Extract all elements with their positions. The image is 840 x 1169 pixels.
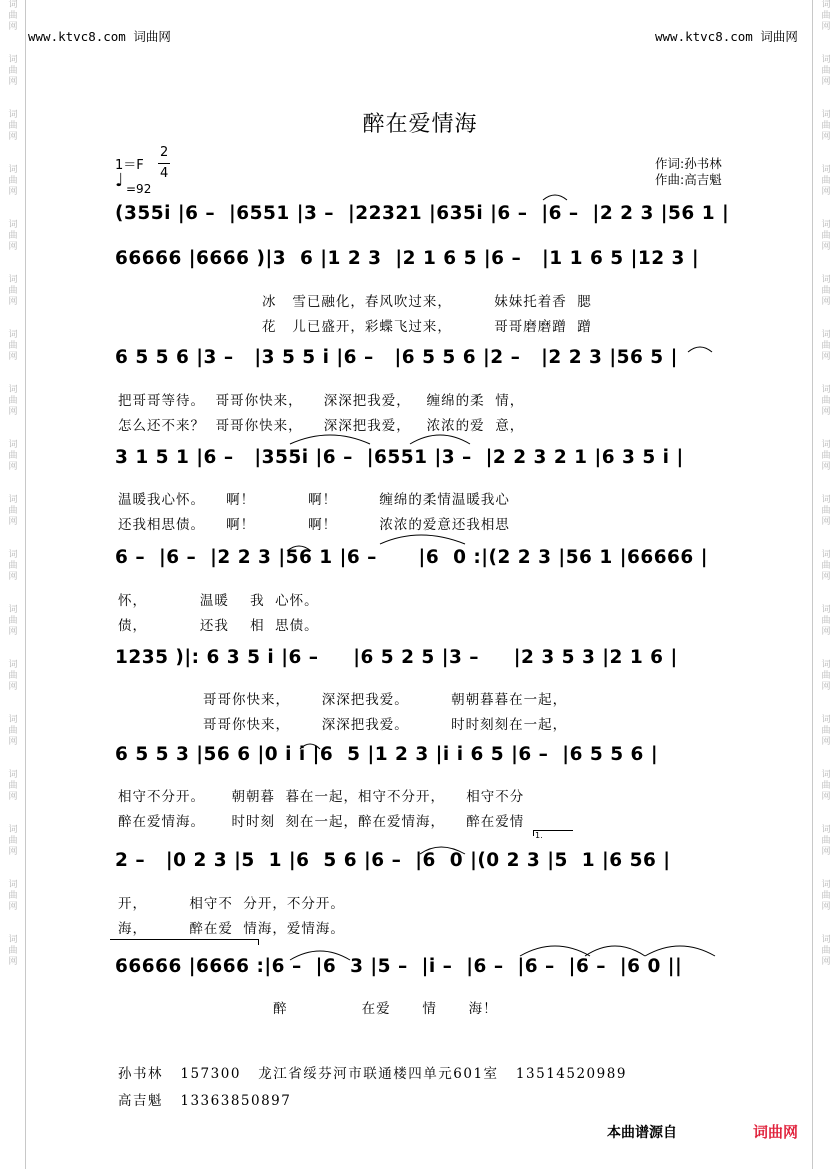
song-title: 醉在爱情海 xyxy=(362,112,478,137)
lyric-line-3: 把哥哥等待。 哥哥你快来， 深深把我爱， 缠绵的柔 情， xyxy=(118,393,525,409)
lyric-line-11: 相守不分开。 朝朝暮 暮在一起，相守不分开， 相守不分 xyxy=(118,789,525,805)
lyricist-credit: 作词:孙书林 xyxy=(655,156,722,171)
notation-row-2: 66666 |6666 )|3 6 |1 2 3 |2 1 6 5 |6 – |1 1 6 5 |12 3 | xyxy=(115,248,700,269)
notation-row-6: 1235 )|: 6 3 5 i |6 – |6 5 2 5 |3 – |2 3 5 3 |2 1 6 | xyxy=(115,647,678,668)
lyric-line-8: 债， 还我 相 思债。 xyxy=(118,618,319,634)
time-signature-bottom: 4 xyxy=(160,166,169,181)
volta-number: 1. xyxy=(535,831,543,840)
right-side-watermark: 词 曲 网 词 曲 网 词 曲 网 词 曲 网 词 曲 网 词 曲 网 词 曲 网 词 曲 网 词 曲 网 词 曲 网 词 曲 网 词 曲 网 词 曲 网 词 曲 网 词 曲 网 词 曲 网 词 曲 网 词 曲 网 xyxy=(821,0,831,967)
composer-credit: 作曲:高吉魁 xyxy=(655,172,722,187)
lyric-line-5: 温暖我心怀。 啊！ 啊！ 缠绵的柔情温暖我心 xyxy=(118,492,510,508)
lyric-line-14: 海， 醉在爱 情海，爱情海。 xyxy=(118,921,345,937)
lyric-line-2: 花 儿已盛开，彩蝶飞过来， 哥哥磨磨蹭 蹭 xyxy=(262,319,592,335)
key-signature: 1＝F xyxy=(115,158,144,173)
lyric-line-4: 怎么还不来？ 哥哥你快来， 深深把我爱， 浓浓的爱 意， xyxy=(118,418,525,434)
notation-row-5: 6 – |6 – |2 2 3 |56 1 |6 – |6 0 :|(2 2 3 |56 1 |66666 | xyxy=(115,547,709,568)
lyric-line-15: 醉 在爱 情 海！ xyxy=(273,1001,498,1017)
notation-row-7: 6 5 5 3 |56 6 |0 i i |6 5 |1 2 3 |i i 6 5 |6 – |6 5 5 6 | xyxy=(115,744,659,765)
lyric-line-6: 还我相思债。 啊！ 啊！ 浓浓的爱意还我相思 xyxy=(118,517,510,533)
lyric-line-7: 怀， 温暖 我 心怀。 xyxy=(118,593,319,609)
source-label: 本曲谱源自 xyxy=(607,1125,677,1141)
contact-line-1: 孙书林 157300 龙江省绥芬河市联通楼四单元601室 13514520989 xyxy=(118,1066,627,1082)
notation-row-9: 66666 |6666 :|6 – |6 3 |5 – |i – |6 – |6 – |6 – |6 0 || xyxy=(115,956,683,977)
source-brand-link[interactable]: 词曲网 xyxy=(753,1123,799,1141)
header-site-right[interactable]: www.ktvc8.com 词曲网 xyxy=(655,29,798,44)
left-side-watermark: 词 曲 网 词 曲 网 词 曲 网 词 曲 网 词 曲 网 词 曲 网 词 曲 网 词 曲 网 词 曲 网 词 曲 网 词 曲 网 词 曲 网 词 曲 网 词 曲 网 词 曲 网 词 曲 网 词 曲 网 词 曲 网 xyxy=(8,0,18,967)
lyric-line-13: 开， 相守不 分开，不分开。 xyxy=(118,896,345,912)
quarter-note-icon: ♩ xyxy=(115,170,124,191)
tempo-marking: =92 xyxy=(126,182,152,196)
notation-row-4: 3 1 5 1 |6 – |355i |6 – |6551 |3 – |2 2 3 2 1 |6 3 5 i | xyxy=(115,447,684,468)
lyric-line-9: 哥哥你快来， 深深把我爱。 朝朝暮暮在一起， xyxy=(203,692,568,708)
notation-row-3: 6 5 5 6 |3 – |3 5 5 i |6 – |6 5 5 6 |2 – |2 2 3 |56 5 | xyxy=(115,347,678,368)
time-signature-top: 2 xyxy=(160,145,169,160)
lyric-line-10: 哥哥你快来， 深深把我爱。 时时刻刻在一起， xyxy=(203,717,568,733)
contact-line-2: 高吉魁 13363850897 xyxy=(118,1093,292,1109)
header-site-left[interactable]: www.ktvc8.com 词曲网 xyxy=(28,29,171,44)
lyric-line-12: 醉在爱情海。 时时刻 刻在一起，醉在爱情海， 醉在爱情 xyxy=(118,814,525,830)
notation-row-8: 2 – |0 2 3 |5 1 |6 5 6 |6 – |6 0 |(0 2 3 |5 1 |6 56 | xyxy=(115,850,671,871)
notation-row-1: (355i |6 – |6551 |3 – |22321 |635i |6 – |6 – |2 2 3 |56 1 | xyxy=(115,203,730,224)
lyric-line-1: 冰 雪已融化，春风吹过来， 妹妹托着香 腮 xyxy=(262,294,592,310)
